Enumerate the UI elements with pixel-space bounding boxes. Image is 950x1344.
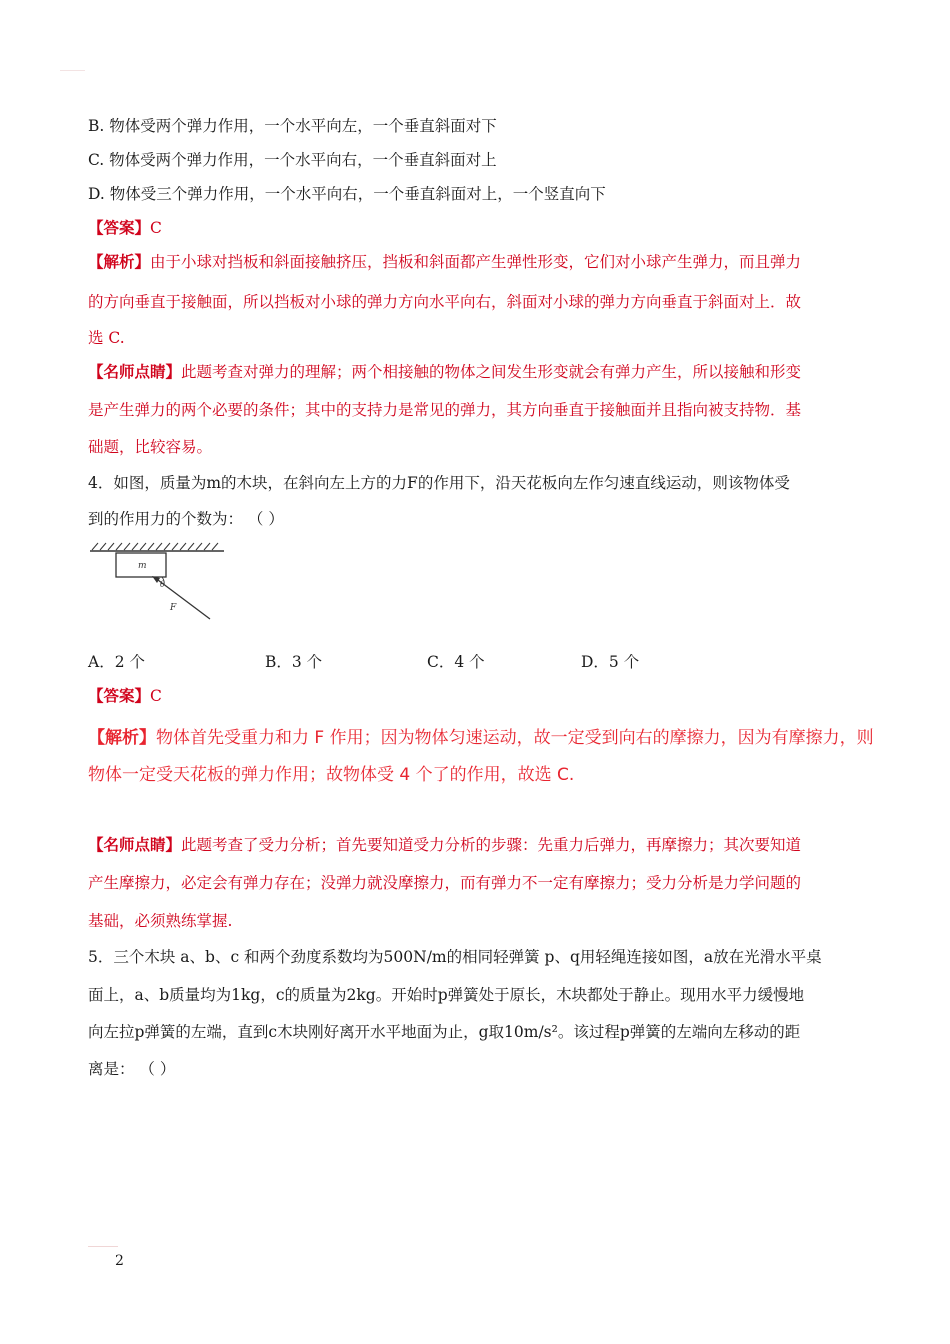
q3-analysis-line-1: [88, 251, 801, 273]
q4-stem-line-1: 4．如图，质量为m的木块，在斜向左上方的力F的作用下，沿天花板向左作匀速直线运动，则该物体受: [88, 474, 790, 492]
header-mark: [60, 70, 85, 71]
q3-tip-line-3: 础题，比较容易。: [88, 438, 213, 456]
force-label: F: [170, 603, 177, 613]
q3-tip-line-2: 是产生弹力的两个必要的条件；其中的支持力是常见的弹力，其方向垂直于接触面并且指向被支持物．基: [88, 401, 802, 419]
q3-tip-tag: 【名师点睛】: [88, 362, 182, 381]
angle-label: θ: [160, 580, 165, 589]
q4-option-d: D．5 个: [581, 653, 640, 671]
q5-line-3: 向左拉p弹簧的左端，直到c木块刚好离开水平地面为止，g取10m/s²。该过程p弹簧的左端向左移动的距: [88, 1023, 801, 1041]
q4-option-a: A．2 个: [88, 653, 145, 671]
q3-tip-text-1: 此题考查对弹力的理解；两个相接触的物体之间发生形变就会有弹力产生，所以接触和形变: [181, 363, 802, 381]
page-number: 2: [115, 1253, 124, 1269]
q3-option-d: D. 物体受三个弹力作用，一个水平向右，一个垂直斜面对上，一个竖直向下: [88, 185, 606, 203]
q3-answer-value: C: [150, 219, 162, 237]
q4-analysis-line-1: [88, 727, 874, 749]
q3-option-c: C. 物体受两个弹力作用，一个水平向右，一个垂直斜面对上: [88, 151, 497, 169]
q4-tip-line-3: 基础，必须熟练掌握.: [88, 912, 233, 930]
q4-answer: [88, 685, 162, 707]
q4-stem-line-2: 到的作用力的个数为： （ ）: [88, 510, 284, 528]
q3-answer-tag: 【答案】: [88, 218, 151, 237]
q3-tip-line-1: [88, 361, 801, 383]
q4-analysis-line-2: 物体一定受天花板的弹力作用；故物体受 4 个了的作用，故选 C.: [88, 765, 575, 785]
ceiling-hatch: [90, 543, 224, 551]
q5-line-2: 面上，a、b质量均为1kg，c的质量为2kg。开始时p弹簧处于原长，木块都处于静止。现用水平力缓慢地: [88, 986, 805, 1004]
q3-answer: [88, 217, 162, 239]
q3-analysis-tag: 【解析】: [88, 252, 151, 271]
q5-line-4: 离是： （ ）: [88, 1060, 176, 1078]
q4-tip-line-2: 产生摩擦力，必定会有弹力存在；没弹力就没摩擦力，而有弹力不一定有摩擦力；受力分析是力学问题的: [88, 874, 802, 892]
q4-analysis-text-1: 物体首先受重力和力 F 作用；因为物体匀速运动，故一定受到向右的摩擦力，因为有摩擦力，则: [156, 728, 874, 748]
q4-answer-tag: 【答案】: [88, 686, 151, 705]
q4-figure: [88, 540, 228, 625]
q5-line-1: 5．三个木块 a、b、c 和两个劲度系数均为500N/m的相同轻弹簧 p、q用轻绳连接如图，a放在光滑水平桌: [88, 948, 822, 966]
q4-option-b: B．3 个: [265, 653, 323, 671]
q3-option-b: B. 物体受两个弹力作用，一个水平向左，一个垂直斜面对下: [88, 117, 497, 135]
page-number-rule: [88, 1246, 118, 1247]
q4-analysis-tag: 【解析】: [88, 728, 156, 748]
q3-analysis-text-1: 由于小球对挡板和斜面接触挤压，挡板和斜面都产生弹性形变，它们对小球产生弹力，而且弹力: [150, 253, 802, 271]
q4-tip-tag: 【名师点睛】: [88, 835, 182, 854]
q4-tip-line-1: [88, 834, 801, 856]
q4-tip-text-1: 此题考查了受力分析；首先要知道受力分析的步骤：先重力后弹力，再摩擦力；其次要知道: [181, 836, 802, 854]
q3-analysis-line-2: 的方向垂直于接触面，所以挡板对小球的弹力方向水平向右，斜面对小球的弹力方向垂直于斜面对上．故: [88, 293, 802, 311]
block-label: m: [138, 561, 147, 571]
q4-option-c: C．4 个: [427, 653, 485, 671]
q3-analysis-line-3: 选 C.: [88, 329, 125, 347]
q4-answer-value: C: [150, 687, 162, 705]
